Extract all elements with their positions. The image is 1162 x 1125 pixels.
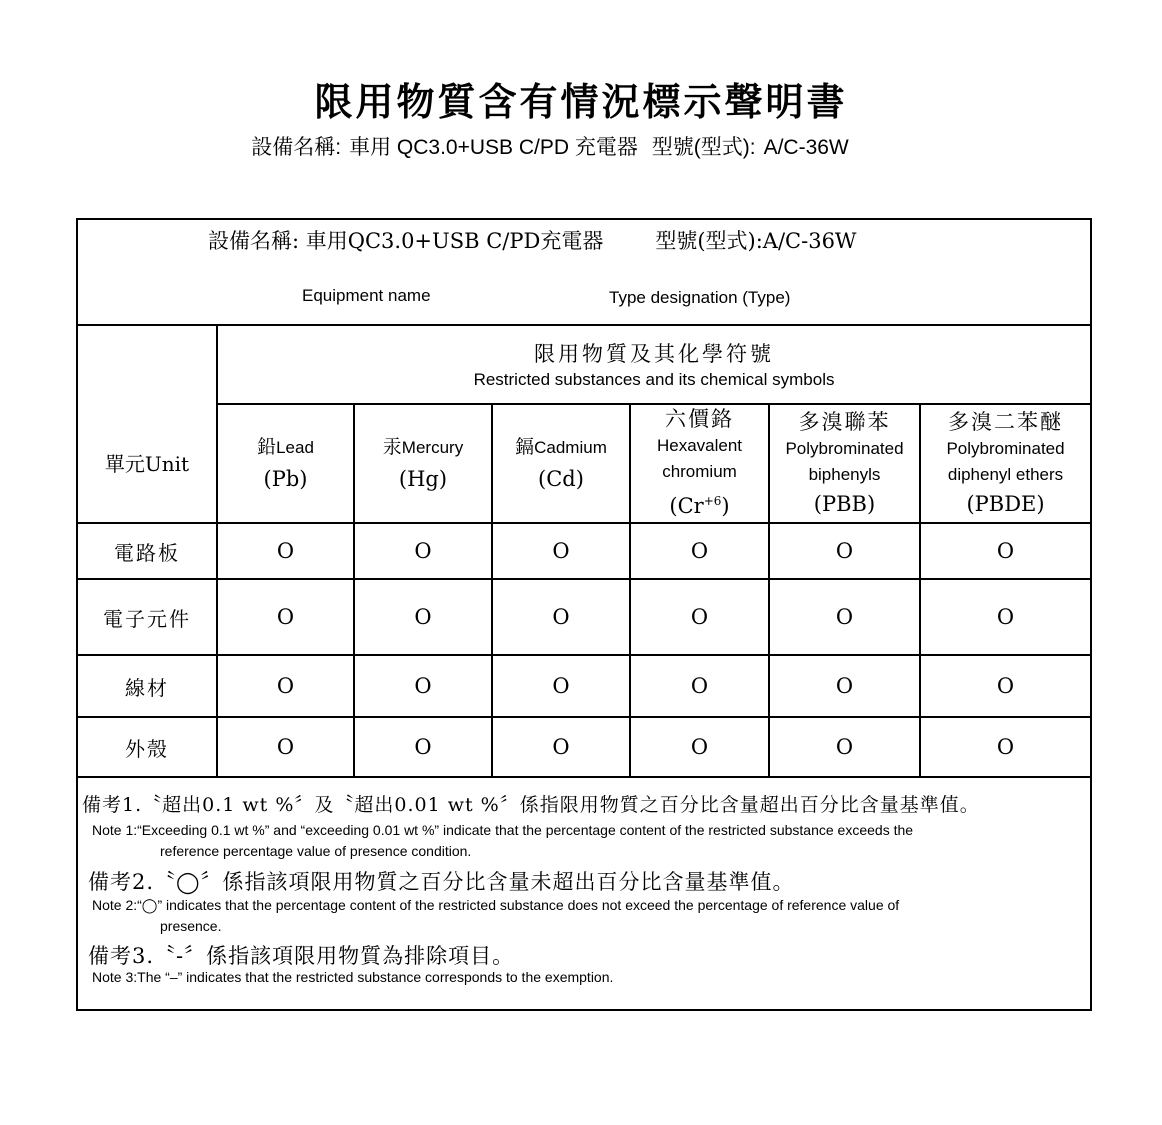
- cadmium-symbol: (Cd): [538, 467, 584, 491]
- mark-cell: O: [354, 717, 492, 777]
- group-header-cn: 限用物質及其化學符號: [534, 341, 775, 366]
- note3-en: Note 3:The “–” indicates that the restricted substance corresponds to the exemption.: [92, 969, 614, 985]
- row-label-housing: 外殼: [78, 717, 217, 777]
- substance-header-mercury: [354, 404, 492, 523]
- mark-cell: O: [769, 523, 920, 579]
- mercury-en: Mercury: [401, 438, 464, 457]
- table-row: [78, 523, 1090, 579]
- mark-cell: O: [630, 717, 769, 777]
- chromium-symbol: $(Cr^{+6})$: [669, 494, 730, 518]
- declaration-frame: [76, 218, 1092, 1011]
- mark-cell: O: [354, 579, 492, 655]
- chromium-en-line2: chromium: [662, 462, 737, 481]
- document-title: 限用物質含有情況標示聲明書: [314, 79, 848, 124]
- cadmium-cn: 鎘: [515, 436, 535, 458]
- mark-cell: O: [492, 655, 630, 717]
- mark-cell: O: [630, 523, 769, 579]
- pbb-en-line2: biphenyls: [808, 464, 881, 484]
- mark-cell: O: [217, 579, 354, 655]
- pbb-symbol: (PBB): [813, 491, 876, 516]
- substance-header-cadmium: [492, 404, 630, 523]
- subtitle-type-label: 型號(型式):: [651, 136, 756, 159]
- substance-header-lead: [217, 404, 354, 523]
- mark-cell: O: [769, 655, 920, 717]
- lead-symbol: (Pb): [263, 467, 308, 491]
- subtitle-type-value: A/C-36W: [763, 136, 849, 159]
- substances-group-header: [217, 324, 1090, 404]
- note1-en-line1: Note 1:“Exceeding 0.1 wt %” and “exceeding 0.01 wt %” indicate that the percentage content of the restricted substance exceeds the: [92, 822, 914, 838]
- mark-cell: O: [492, 717, 630, 777]
- subtitle-equipment-label: 設備名稱:: [251, 136, 342, 159]
- table-row: [78, 717, 1090, 777]
- chromium-cn: 六價鉻: [665, 407, 734, 431]
- note1-cn: 備考1.〝超出0.1 wt %〞及〝超出0.01 wt %〞係指限用物質之百分比含量超出百分比含量基準值。: [82, 794, 980, 816]
- note1-en-line2: reference percentage value of presence condition.: [160, 843, 472, 859]
- mark-cell: O: [354, 523, 492, 579]
- table-row: [78, 579, 1090, 655]
- mark-cell: O: [492, 579, 630, 655]
- unit-header-cell: [78, 324, 217, 523]
- pbb-cn: 多溴聯苯: [798, 409, 891, 434]
- pbde-en-line1: Polybrominated: [946, 438, 1065, 458]
- note3-cn: 備考3.〝-〞係指該項限用物質為排除項目。: [88, 944, 515, 968]
- mark-cell: O: [217, 523, 354, 579]
- mark-cell: O: [920, 579, 1090, 655]
- mark-cell: O: [217, 655, 354, 717]
- document-subtitle: [0, 133, 1100, 163]
- lead-cn: 鉛: [257, 436, 277, 458]
- equipment-cn-name: 設備名稱: 車用QC3.0+USB C/PD充電器: [208, 229, 604, 253]
- group-header-en: Restricted substances and its chemical symbols: [473, 369, 835, 389]
- pbde-symbol: (PBDE): [966, 491, 1045, 516]
- table-row: [78, 655, 1090, 717]
- chromium-en-line1: Hexavalent: [656, 436, 743, 455]
- mark-cell: O: [769, 717, 920, 777]
- mark-cell: O: [920, 655, 1090, 717]
- mark-cell: O: [217, 717, 354, 777]
- substance-header-pbde: [920, 404, 1090, 523]
- mark-cell: O: [769, 579, 920, 655]
- subtitle-equipment-value: 車用 QC3.0+USB C/PD 充電器: [349, 136, 638, 159]
- substance-header-hexavalent-chromium: [630, 404, 769, 523]
- note2-en-line1: Note 2:“◯” indicates that the percentage content of the restricted substance does not exceed the percentage of reference value of: [92, 897, 900, 913]
- row-label-wires: 線材: [78, 655, 217, 717]
- mark-cell: O: [492, 523, 630, 579]
- row-label-electronic-components: 電子元件: [78, 579, 217, 655]
- mercury-cn: 汞: [382, 436, 402, 458]
- equipment-en-type: Type designation (Type): [609, 288, 791, 307]
- mercury-symbol: (Hg): [398, 467, 448, 491]
- note2-cn: 備考2.〝◯〞係指該項限用物質之百分比含量未超出百分比含量基準值。: [88, 870, 795, 894]
- mark-cell: O: [630, 655, 769, 717]
- restricted-substances-table: [78, 324, 1090, 778]
- equipment-cn-line: [208, 226, 857, 256]
- pbb-en-line1: Polybrominated: [785, 438, 904, 458]
- mark-cell: O: [920, 717, 1090, 777]
- pbde-cn: 多溴二苯醚: [948, 409, 1064, 434]
- unit-header: 單元Unit: [104, 451, 190, 476]
- equipment-en-name: Equipment name: [302, 286, 431, 305]
- equipment-row: [78, 220, 1090, 326]
- cadmium-en: Cadmium: [534, 438, 607, 457]
- pbde-en-line2: diphenyl ethers: [947, 464, 1064, 484]
- equipment-cn-type: 型號(型式):A/C-36W: [655, 229, 857, 253]
- row-label-circuit-board: 電路板: [78, 523, 217, 579]
- lead-en: Lead: [276, 438, 314, 457]
- mark-cell: O: [920, 523, 1090, 579]
- mark-cell: O: [354, 655, 492, 717]
- substance-header-pbb: [769, 404, 920, 523]
- mark-cell: O: [630, 579, 769, 655]
- note2-en-line2: presence.: [160, 918, 222, 934]
